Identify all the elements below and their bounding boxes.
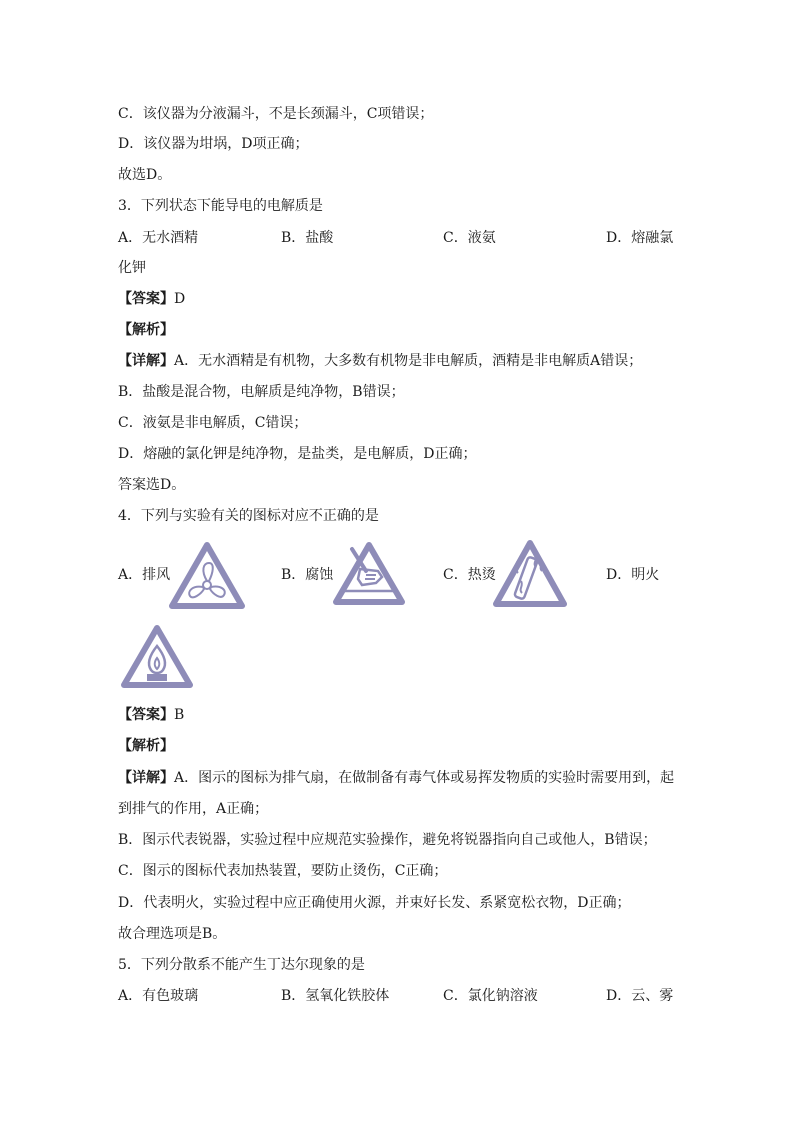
q3-detail-c: C．液氨是非电解质，C错误； [118,415,308,431]
q2-option-c-explanation: C．该仪器为分液漏斗，不是长颈漏斗，C项错误； [118,106,434,122]
sharp-object-icon [332,541,406,607]
q4-stem: 4．下列与实验有关的图标对应不正确的是 [118,508,379,524]
q3-option-b: B．盐酸 [281,230,334,246]
q4-detail-d: D．代表明火，实验过程中应正确使用火源，并束好长发、系紧宽松衣物，D正确； [118,895,631,911]
q4-conclusion: 故合理选项是B。 [118,926,227,942]
q3-option-d: D．熔融氯 [606,230,674,246]
q3-detail-d: D．熔融的氯化钾是纯净物，是盐类，是电解质，D正确； [118,446,477,462]
detail-tag: 【详解】 [118,353,174,369]
q5-option-c: C．氯化钠溶液 [443,988,538,1004]
hot-surface-icon [492,539,568,609]
q3-detail-b: B．盐酸是混合物，电解质是纯净物，B错误； [118,384,405,400]
fan-icon [168,541,246,611]
answer-value: B [174,707,185,723]
q2-option-d-explanation: D．该仪器为坩埚，D项正确； [118,136,309,152]
q3-stem: 3．下列状态下能导电的电解质是 [118,198,323,214]
q3-option-a: A．无水酒精 [118,230,199,246]
q5-option-d: D．云、雾 [606,988,674,1004]
q4-answer [118,705,184,725]
q4-option-d: D．明火 [606,567,660,583]
q4-detail-a-cont: 到排气的作用，A正确； [118,801,269,817]
q3-analysis-tag: 【解析】 [118,322,174,338]
detail-tag: 【详解】 [118,770,174,786]
q4-option-c: C．热烫 [443,567,496,583]
q3-option-c: C．液氨 [443,230,496,246]
q4-analysis-tag: 【解析】 [118,738,174,754]
q3-detail-a: 【详解】A．无水酒精是有机物，大多数有机物是非电解质，酒精是非电解质A错误； [118,353,643,369]
answer-value: D [174,291,186,307]
q3-conclusion: 答案选D。 [118,477,186,493]
q2-conclusion: 故选D。 [118,167,172,183]
q5-option-a: A．有色玻璃 [118,988,199,1004]
q4-detail-a: 【详解】A．图示的图标为排气扇，在做制备有毒气体或易挥发物质的实验时需要用到，起 [118,770,675,786]
answer-tag: 【答案】 [118,291,174,307]
q3-answer [118,289,185,309]
q4-detail-b: B．图示代表锐器，实验过程中应规范实验操作，避免将锐器指向自己或他人，B错误； [118,832,657,848]
answer-tag: 【答案】 [118,707,174,723]
q4-option-b: B．腐蚀 [281,567,334,583]
q5-option-b: B．氢氧化铁胶体 [281,988,390,1004]
q5-stem: 5．下列分散系不能产生丁达尔现象的是 [118,957,365,973]
q4-detail-c: C．图示的图标代表加热装置，要防止烫伤，C正确； [118,863,448,879]
open-flame-icon [120,624,194,690]
q4-option-a: A．排风 [118,567,171,583]
q3-option-d-wrap: 化钾 [118,260,146,276]
